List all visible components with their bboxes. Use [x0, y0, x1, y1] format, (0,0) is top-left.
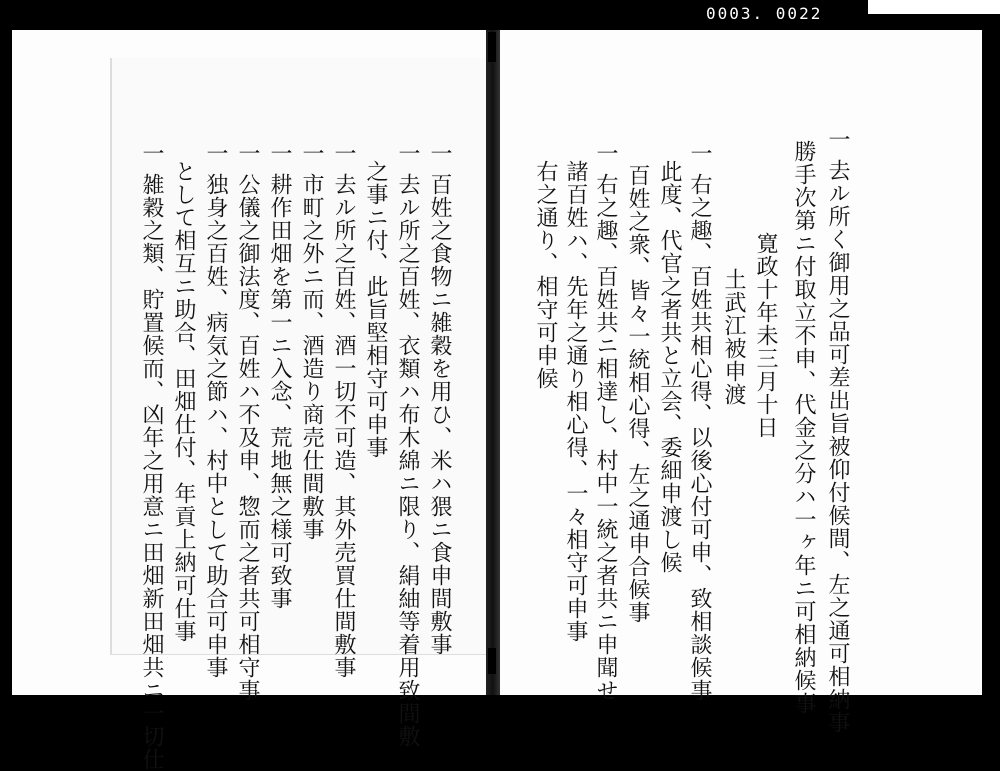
right-column-3: 寛政十年未三月十日	[753, 232, 778, 439]
book-gutter	[486, 30, 500, 695]
left-column-6: 一 耕作田畑を第一ニ入念、荒地無之様可致事	[267, 142, 292, 610]
right-column-8: 一 右之趣、百姓共ニ相達し、村中一統之者共ニ申聞せ	[593, 142, 618, 702]
left-column-3: 之事ニ付、此旨堅相守可申事	[363, 160, 388, 459]
right-column-5: 一 右之趣、百姓共相心得、以後心付可申、致相談候事	[687, 142, 712, 702]
film-edge-tab	[868, 0, 1000, 14]
left-column-2: 一 去ル所之百姓、衣類ハ布木綿ニ限り、絹紬等着用致間敷	[395, 142, 420, 748]
left-column-1: 一 百姓之食物ニ雑穀を用ひ、米ハ猥ニ食申間敷事	[427, 142, 452, 656]
spine-binding-bottom	[488, 648, 496, 674]
right-column-10: 右之通り、相守可申候	[533, 160, 558, 390]
left-column-4: 一 去ル所之百姓、酒一切不可造、其外売買仕間敷事	[331, 142, 356, 679]
right-column-2: 勝手次第ニ付取立不申、代金之分ハ一ヶ年ニ可相納候事	[791, 140, 816, 715]
left-column-8: 一 独身之百姓、病気之節ハ、村中として助合可申事	[203, 142, 228, 679]
right-column-4: 土武江被申渡	[721, 268, 746, 406]
frame-number: 0003. 0022	[706, 4, 823, 23]
right-column-7: 百姓之衆、皆々一統相心得、左之通申合候事	[625, 164, 650, 624]
right-column-1: 一 去ル所く御用之品可差出旨被仰付候間、左之通可相納事	[825, 128, 850, 734]
right-column-6: 此度、代官之者共と立会、委細申渡し候	[657, 160, 682, 574]
left-column-10: 一 雑穀之類、貯置候而、凶年之用意ニ田畑新田畑共ニ一切仕	[139, 142, 164, 771]
left-column-9: として相互ニ助合、田畑仕付、年貢上納可仕事	[171, 160, 196, 643]
left-column-5: 一 市町之外ニ而、酒造り商売仕間敷事	[299, 142, 324, 541]
left-column-7: 一 公儀之御法度、百姓ハ不及申、惣而之者共可相守事	[235, 142, 260, 702]
right-column-9: 諸百姓ハ、先年之通り相心得、一々相守可申事	[563, 160, 588, 643]
spine-binding-top	[488, 32, 496, 62]
